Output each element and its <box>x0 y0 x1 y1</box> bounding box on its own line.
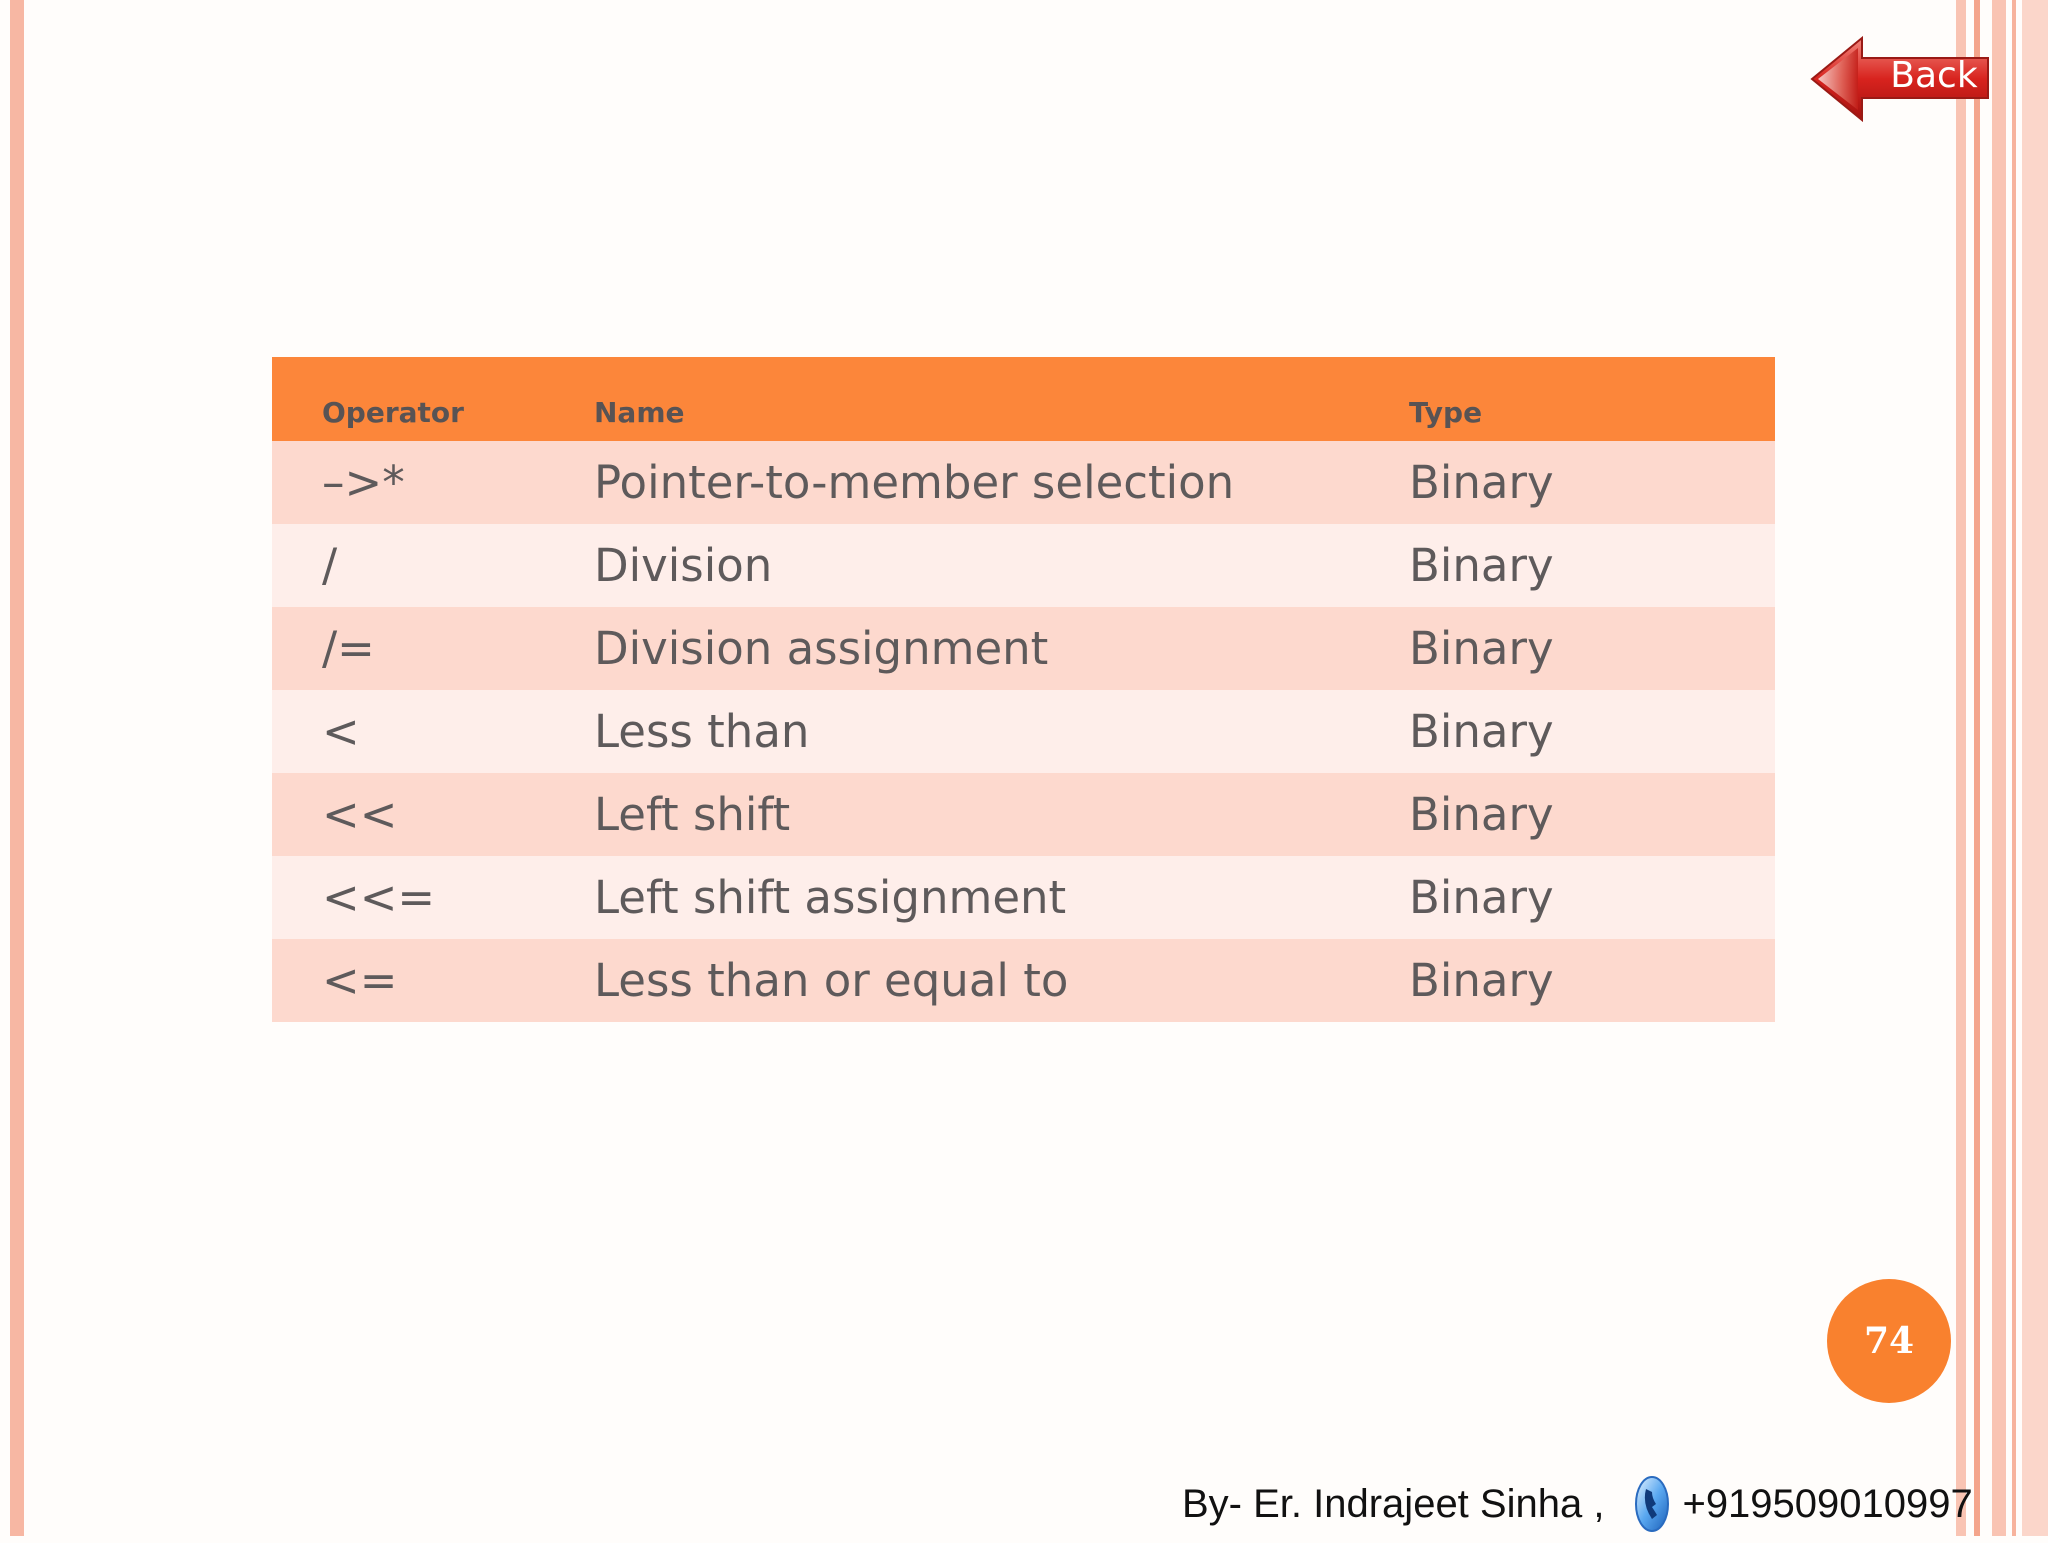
type-cell: Binary <box>1409 524 1775 607</box>
footer <box>1182 1478 1973 1530</box>
operators-table <box>272 357 1775 1022</box>
border-bar <box>2012 0 2016 1536</box>
border-bar <box>1992 0 2006 1536</box>
operator-cell: < <box>272 690 594 773</box>
back-button[interactable] <box>1808 36 1992 122</box>
back-button-label: Back <box>1890 55 1978 96</box>
operator-cell: <<= <box>272 856 594 939</box>
name-cell: Less than or equal to <box>594 939 1409 1022</box>
name-cell: Division assignment <box>594 607 1409 690</box>
operator-cell: <= <box>272 939 594 1022</box>
type-cell: Binary <box>1409 856 1775 939</box>
table-row <box>272 939 1775 1022</box>
name-cell: Less than <box>594 690 1409 773</box>
border-bar <box>1974 0 1980 1536</box>
name-cell: Left shift <box>594 773 1409 856</box>
left-border-stripe <box>10 0 24 1536</box>
column-header-name: Name <box>594 357 1409 441</box>
type-cell: Binary <box>1409 690 1775 773</box>
type-cell: Binary <box>1409 441 1775 524</box>
name-cell: Left shift assignment <box>594 856 1409 939</box>
type-cell: Binary <box>1409 939 1775 1022</box>
table-row <box>272 856 1775 939</box>
table-header-row <box>272 357 1775 441</box>
page-number-badge: 74 <box>1827 1279 1951 1403</box>
table-row <box>272 441 1775 524</box>
operator-cell: –>* <box>272 441 594 524</box>
type-cell: Binary <box>1409 607 1775 690</box>
phone-icon <box>1634 1475 1670 1533</box>
operator-cell: / <box>272 524 594 607</box>
name-cell: Pointer-to-member selection <box>594 441 1409 524</box>
border-bar <box>1956 0 1966 1536</box>
table-row <box>272 524 1775 607</box>
column-header-type: Type <box>1409 357 1775 441</box>
column-header-operator: Operator <box>272 357 594 441</box>
type-cell: Binary <box>1409 773 1775 856</box>
table-row <box>272 607 1775 690</box>
border-bar <box>2022 0 2048 1536</box>
footer-author: By- Er. Indrajeet Sinha , <box>1182 1481 1605 1526</box>
name-cell: Division <box>594 524 1409 607</box>
right-border-frame <box>1956 0 2048 1536</box>
operator-cell: /= <box>272 607 594 690</box>
footer-phone: +919509010997 <box>1682 1481 1973 1526</box>
table-row <box>272 773 1775 856</box>
operator-cell: << <box>272 773 594 856</box>
table-row <box>272 690 1775 773</box>
